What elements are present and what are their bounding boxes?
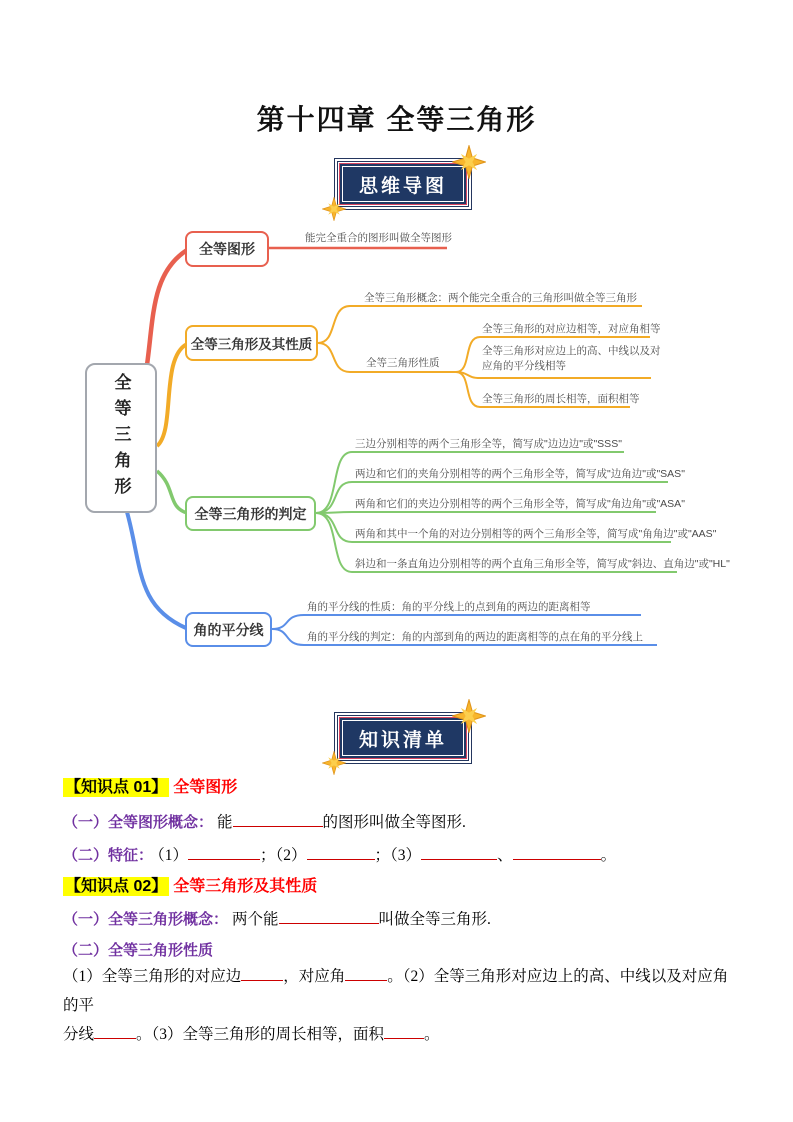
kp2-prop-l1c: 。（2）全等三角形对应边上的高、中线以及对应角的平 [63, 968, 729, 1014]
star-icon [452, 699, 486, 733]
kp2-prop-l2c: 。 [424, 1026, 440, 1043]
kp2-title: 全等三角形及其性质 [173, 878, 318, 895]
kp1-tag: 【知识点 01】 [65, 779, 168, 796]
node-congruent-triangles-properties: 全等三角形及其性质 [185, 325, 318, 361]
kp1-f-s2: ；（3） [374, 847, 422, 864]
kp2-prop-l2b: 。（3）全等三角形的周长相等，面积 [136, 1026, 385, 1043]
leaf-bisector-property: 角的平分线的性质：角的平分线上的点到角的两边的距离相等 [307, 601, 591, 613]
blank-field [307, 845, 375, 860]
kp1-heading [63, 774, 735, 797]
kp1-feature-line [63, 843, 735, 865]
kp1-f-n1: （1） [157, 847, 189, 864]
kp1-f-s1: ；（2） [260, 847, 307, 864]
kp1-concept-pre: 能 [217, 814, 233, 831]
blank-field [188, 845, 260, 860]
blank-field [345, 966, 387, 981]
kp2-concept-label: （一）全等三角形概念： [63, 911, 229, 928]
knowledge-banner-label: 知识清单 [340, 718, 466, 758]
kp2-concept-line [63, 907, 735, 929]
mindmap-root-node [85, 363, 157, 513]
leaf-rule-aas: 两角和其中一个角的对边分别相等的两个三角形全等，简写成"角角边"或"AAS" [355, 528, 717, 540]
node-angle-bisector: 角的平分线 [185, 612, 272, 647]
blank-field [94, 1024, 136, 1039]
leaf-bisector-judgment: 角的平分线的判定：角的内部到角的两边的距离相等的点在角的平分线上 [307, 631, 643, 643]
kp1-concept-post: 的图形叫做全等图形. [322, 814, 466, 831]
kp2-property-label: （二）全等三角形性质 [63, 942, 214, 959]
leaf-triangle-concept: 全等三角形概念：两个能完全重合的三角形叫做全等三角形 [364, 292, 637, 304]
blank-field [384, 1024, 424, 1039]
blank-field [513, 845, 601, 860]
leaf-triangle-property-label: 全等三角形性质 [366, 357, 440, 369]
kp1-f-s3: 、 [497, 847, 513, 864]
blank-field [279, 909, 379, 924]
leaf-property-height-median: 全等三角形对应边上的高、中线以及对应角的平分线相等 [482, 345, 661, 372]
node-congruence-criteria: 全等三角形的判定 [185, 496, 316, 531]
blank-field [241, 966, 283, 981]
kp2-property-heading [63, 939, 735, 960]
kp2-concept-pre: 两个能 [232, 911, 279, 928]
kp2-tag: 【知识点 02】 [65, 878, 168, 895]
kp2-prop-l2a: 分线 [63, 1026, 95, 1043]
kp2-prop-l1b: ，对应角 [283, 968, 346, 985]
page-title: 第十四章 全等三角形 [256, 104, 537, 135]
blank-field [233, 812, 323, 827]
kp1-concept-label: （一）全等图形概念： [63, 814, 214, 831]
kp2-property-paragraph [63, 962, 743, 1049]
leaf-rule-hl: 斜边和一条直角边分别相等的两个直角三角形全等，简写成"斜边、直角边"或"HL" [355, 558, 730, 570]
leaf-property-perimeter-area: 全等三角形的周长相等，面积相等 [482, 393, 640, 405]
kp2-concept-post: 叫做全等三角形. [378, 911, 491, 928]
kp1-concept-line [63, 810, 735, 832]
kp1-feature-label: （二）特征： [63, 847, 154, 864]
mindmap-root-label: 全等三角形 [111, 373, 131, 503]
blank-field [421, 845, 497, 860]
leaf-congruent-figures-def: 能完全重合的图形叫做全等图形 [305, 232, 452, 244]
leaf-rule-sss: 三边分别相等的两个三角形全等，简写成"边边边"或"SSS" [355, 438, 622, 450]
leaf-property-sides-angles: 全等三角形的对应边相等，对应角相等 [482, 323, 661, 335]
kp2-heading [63, 873, 735, 896]
leaf-rule-sas: 两边和它们的夹角分别相等的两个三角形全等，简写成"边角边"或"SAS" [355, 468, 685, 480]
kp2-prop-l1a: （1）全等三角形的对应边 [63, 968, 242, 985]
leaf-rule-asa: 两角和它们的夹边分别相等的两个三角形全等，简写成"角边角"或"ASA" [355, 498, 685, 510]
star-icon [322, 751, 346, 775]
mindmap-banner-label: 思维导图 [340, 164, 466, 204]
node-congruent-figures: 全等图形 [185, 231, 269, 267]
kp1-f-end: 。 [600, 847, 617, 864]
kp1-title: 全等图形 [173, 779, 238, 796]
knowledge-banner [334, 712, 472, 764]
